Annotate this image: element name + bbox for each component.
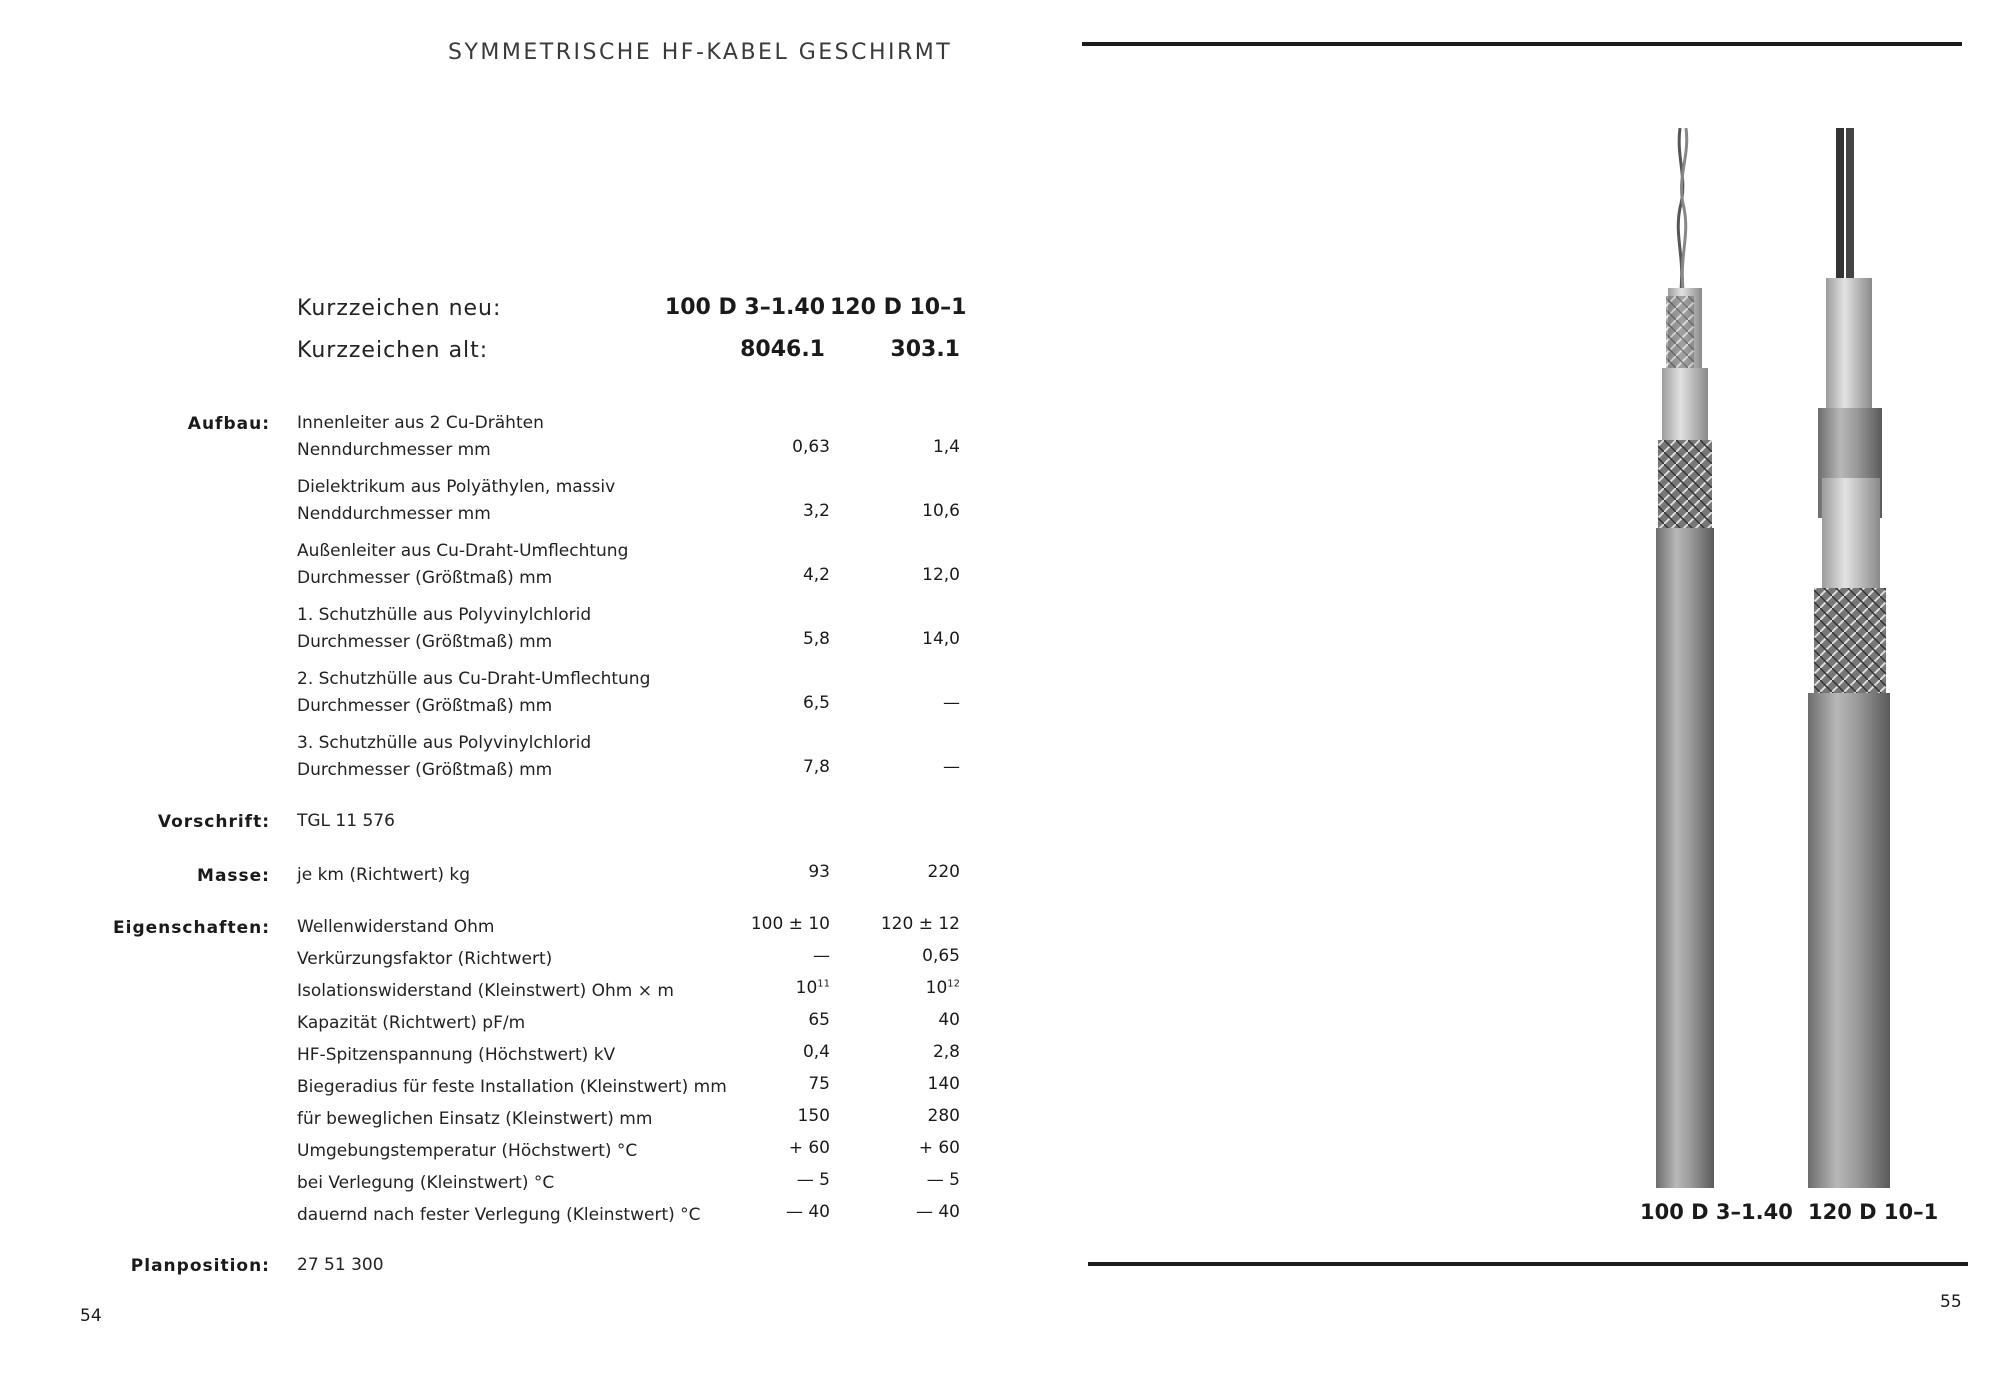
- cable-1-caption: 100 D 3–1.40: [1640, 1200, 1793, 1224]
- masse-v2: 220: [927, 862, 960, 882]
- aufbau-row-line2: Durchmesser (Größtmaß) mm: [297, 632, 553, 652]
- exponent: 12: [947, 978, 960, 990]
- eigenschaft-label: Isolationswiderstand (Kleinstwert) Ohm × m: [297, 981, 674, 1001]
- aufbau-row-line1: 2. Schutzhülle aus Cu-Draht-Umflechtung: [297, 669, 651, 689]
- section-aufbau: Aufbau:: [187, 414, 270, 434]
- aufbau-row-v2: —: [943, 757, 960, 777]
- section-vorschrift: Vorschrift:: [157, 812, 270, 832]
- cable-2-drawing: [1808, 128, 1890, 1188]
- eigenschaft-v2: — 40: [915, 1202, 960, 1222]
- masse-label: je km (Richtwert) kg: [297, 865, 471, 885]
- cable-photo: [1640, 128, 1960, 1188]
- eigenschaft-v2: 2,8: [932, 1042, 960, 1062]
- eigenschaft-v2: [830, 978, 960, 998]
- aufbau-row-line1: Dielektrikum aus Polyäthylen, massiv: [297, 477, 616, 497]
- eigenschaft-v1: 0,4: [802, 1042, 830, 1062]
- aufbau-row-v1: 6,5: [802, 693, 830, 713]
- aufbau-row-v1: 0,63: [792, 437, 830, 457]
- masse-v1: 93: [808, 862, 830, 882]
- col2-code-new: 120 D 10–1: [830, 295, 967, 320]
- aufbau-row-v2: 1,4: [932, 437, 960, 457]
- eigenschaft-label: Umgebungstemperatur (Höchstwert) °C: [297, 1141, 638, 1161]
- eigenschaft-label: Wellenwiderstand Ohm: [297, 917, 495, 937]
- col1-code-old: 8046.1: [740, 337, 825, 362]
- section-masse: Masse:: [197, 866, 270, 886]
- aufbau-row-line1: Außenleiter aus Cu-Draht-Umflechtung: [297, 541, 629, 561]
- eigenschaft-v2: 40: [938, 1010, 960, 1030]
- kurzzeichen-alt-label: Kurzzeichen alt:: [297, 338, 489, 363]
- eigenschaft-v2: 0,65: [922, 946, 960, 966]
- eigenschaft-label: bei Verlegung (Kleinstwert) °C: [297, 1173, 555, 1193]
- exponent-base: 10: [795, 978, 818, 998]
- eigenschaft-v2: 280: [927, 1106, 960, 1126]
- eigenschaft-v1: — 5: [796, 1170, 830, 1190]
- planposition-value: 27 51 300: [297, 1255, 384, 1275]
- exponent: 11: [817, 978, 830, 990]
- aufbau-row-v2: 10,6: [922, 501, 960, 521]
- aufbau-row-line2: Nenddurchmesser mm: [297, 504, 491, 524]
- eigenschaft-v1: 100 ± 10: [750, 914, 830, 934]
- cable-2-caption: 120 D 10–1: [1808, 1200, 1939, 1224]
- kurzzeichen-neu-label: Kurzzeichen neu:: [297, 296, 502, 321]
- vorschrift-value: TGL 11 576: [297, 811, 395, 831]
- eigenschaft-label: Verkürzungsfaktor (Richtwert): [297, 949, 553, 969]
- bottom-rule: [1088, 1262, 1968, 1266]
- aufbau-row-v2: —: [943, 693, 960, 713]
- page-number-left: 54: [80, 1306, 102, 1326]
- eigenschaft-v2: 140: [927, 1074, 960, 1094]
- col2-code-old: 303.1: [890, 337, 960, 362]
- eigenschaft-v1: [700, 978, 830, 998]
- aufbau-row-line2: Nenndurchmesser mm: [297, 440, 491, 460]
- eigenschaft-v1: + 60: [788, 1138, 830, 1158]
- eigenschaft-v1: 75: [808, 1074, 830, 1094]
- eigenschaft-v1: — 40: [785, 1202, 830, 1222]
- aufbau-row-v1: 7,8: [802, 757, 830, 777]
- eigenschaft-label: für beweglichen Einsatz (Kleinstwert) mm: [297, 1109, 653, 1129]
- exponent-base: 10: [925, 978, 948, 998]
- eigenschaft-v1: 65: [808, 1010, 830, 1030]
- aufbau-row-v1: 5,8: [802, 629, 830, 649]
- eigenschaft-v1: —: [813, 946, 830, 966]
- col1-code-new: 100 D 3–1.40: [664, 295, 825, 320]
- aufbau-row-line1: Innenleiter aus 2 Cu-Drähten: [297, 413, 544, 433]
- eigenschaft-label: HF-Spitzenspannung (Höchstwert) kV: [297, 1045, 616, 1065]
- aufbau-row-line1: 1. Schutzhülle aus Polyvinylchlorid: [297, 605, 592, 625]
- cable-1-drawing: [1656, 128, 1714, 1188]
- section-eigenschaften: Eigenschaften:: [113, 918, 270, 938]
- eigenschaft-v2: — 5: [926, 1170, 960, 1190]
- aufbau-row-v2: 12,0: [922, 565, 960, 585]
- section-planposition: Planposition:: [130, 1256, 270, 1276]
- aufbau-row-line1: 3. Schutzhülle aus Polyvinylchlorid: [297, 733, 592, 753]
- aufbau-row-v2: 14,0: [922, 629, 960, 649]
- eigenschaft-label: dauernd nach fester Verlegung (Kleinstwert) °C: [297, 1205, 701, 1225]
- page-title: SYMMETRISCHE HF-KABEL GESCHIRMT: [448, 40, 953, 65]
- aufbau-row-v1: 4,2: [802, 565, 830, 585]
- aufbau-row-v1: 3,2: [802, 501, 830, 521]
- eigenschaft-label: Kapazität (Richtwert) pF/m: [297, 1013, 526, 1033]
- aufbau-row-line2: Durchmesser (Größtmaß) mm: [297, 568, 553, 588]
- page-number-right: 55: [1940, 1292, 1962, 1312]
- aufbau-row-line2: Durchmesser (Größtmaß) mm: [297, 760, 553, 780]
- eigenschaft-v1: 150: [797, 1106, 830, 1126]
- eigenschaft-label: Biegeradius für feste Installation (Kleinstwert) mm: [297, 1077, 727, 1097]
- eigenschaft-v2: 120 ± 12: [880, 914, 960, 934]
- aufbau-row-line2: Durchmesser (Größtmaß) mm: [297, 696, 553, 716]
- eigenschaft-v2: + 60: [918, 1138, 960, 1158]
- top-rule: [1082, 42, 1962, 46]
